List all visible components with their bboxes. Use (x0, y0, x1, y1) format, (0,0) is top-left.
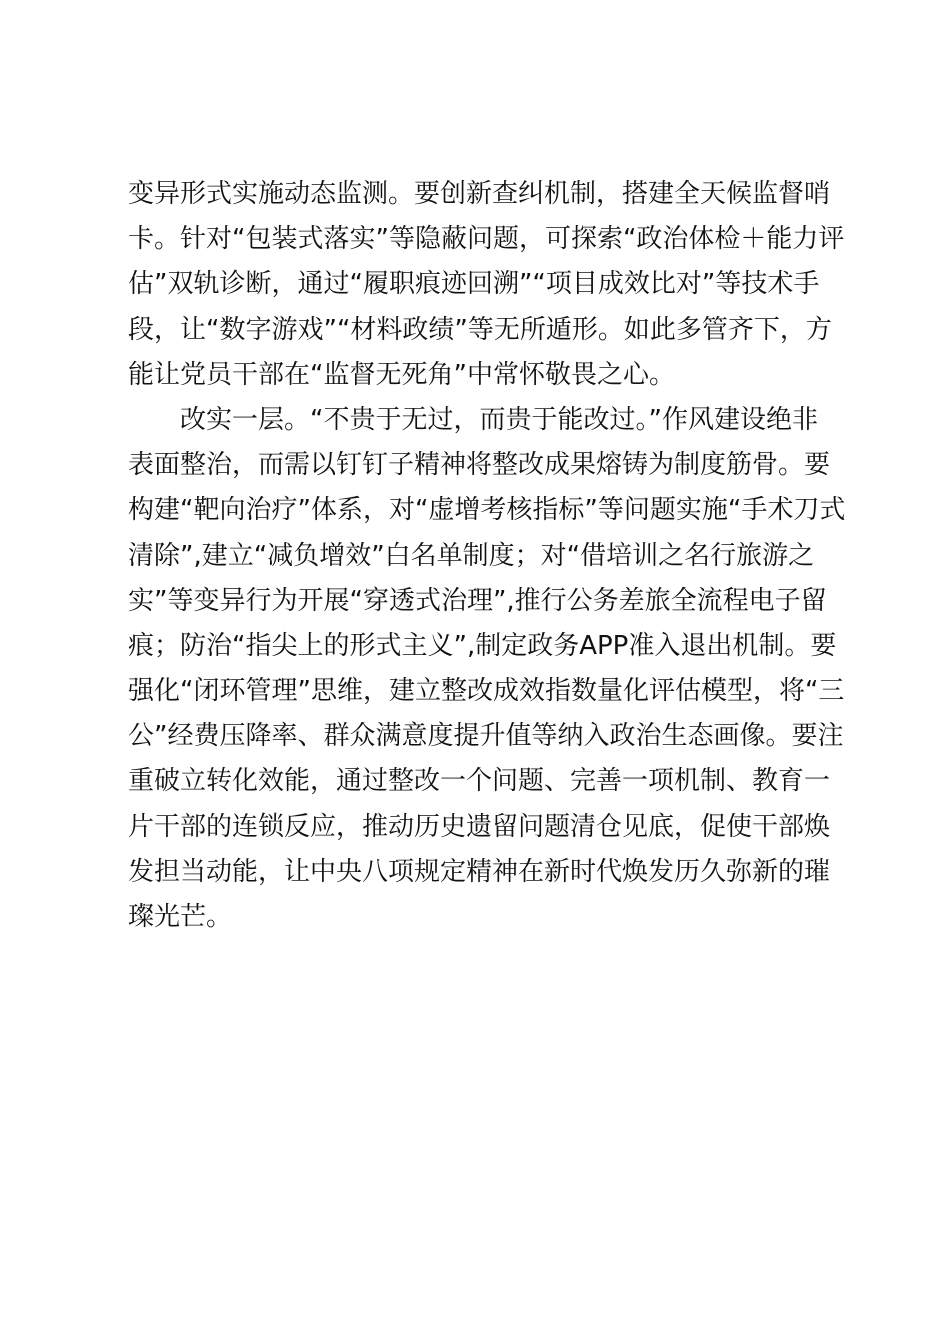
body-text (128, 172, 846, 940)
text-line-9: 清除”,建立“减负增效”白名单制度；对“借培训之名行旅游之 (128, 540, 815, 571)
text-line-17: 璨光芒。 (128, 902, 233, 932)
text-line-4: 段，让“数字游戏”“材料政绩”等无所遁形。如此多管齐下，方 (128, 314, 832, 345)
text-line-8: 构建“靶向治疗”体系，对“虚增考核指标”等问题实施“手术刀式 (128, 495, 846, 526)
text-line-16: 发担当动能，让中央八项规定精神在新时代焕发历久弥新的璀 (128, 856, 831, 887)
text-line-12: 强化“闭环管理”思维，建立整改成效指数量化评估模型，将“三 (128, 676, 845, 707)
text-line-13: 公”经费压降率、群众满意度提升值等纳入政治生态画像。要注 (128, 721, 844, 752)
text-line-3: 估”双轨诊断，通过“履职痕迹回溯”“项目成效比对”等技术手 (128, 269, 820, 300)
text-line-10: 实”等变异行为开展“穿透式治理”,推行公务差旅全流程电子留 (128, 585, 827, 616)
text-line-14: 重破立转化效能，通过整改一个问题、完善一项机制、教育一 (128, 766, 831, 797)
text-line-5: 能让党员干部在“监督无死角”中常怀敬畏之心。 (128, 359, 675, 390)
text-line-7: 表面整治，而需以钉钉子精神将整改成果熔铸为制度筋骨。要 (128, 450, 831, 481)
text-line-1: 变异形式实施动态监测。要创新查纠机制，搭建全天候监督哨 (128, 179, 831, 209)
text-line-2: 卡。针对“包装式落实”等隐蔽问题，可探索“政治体检＋能力评 (128, 224, 845, 255)
text-line-6: 改实一层。“不贵于无过，而贵于能改过。”作风建设绝非 (180, 404, 818, 435)
text-line-11: 痕；防治“指尖上的形式主义”,制定政务APP准入退出机制。要 (128, 630, 837, 661)
text-line-15: 片干部的连锁反应，推动历史遗留问题清仓见底，促使干部焕 (128, 811, 831, 842)
